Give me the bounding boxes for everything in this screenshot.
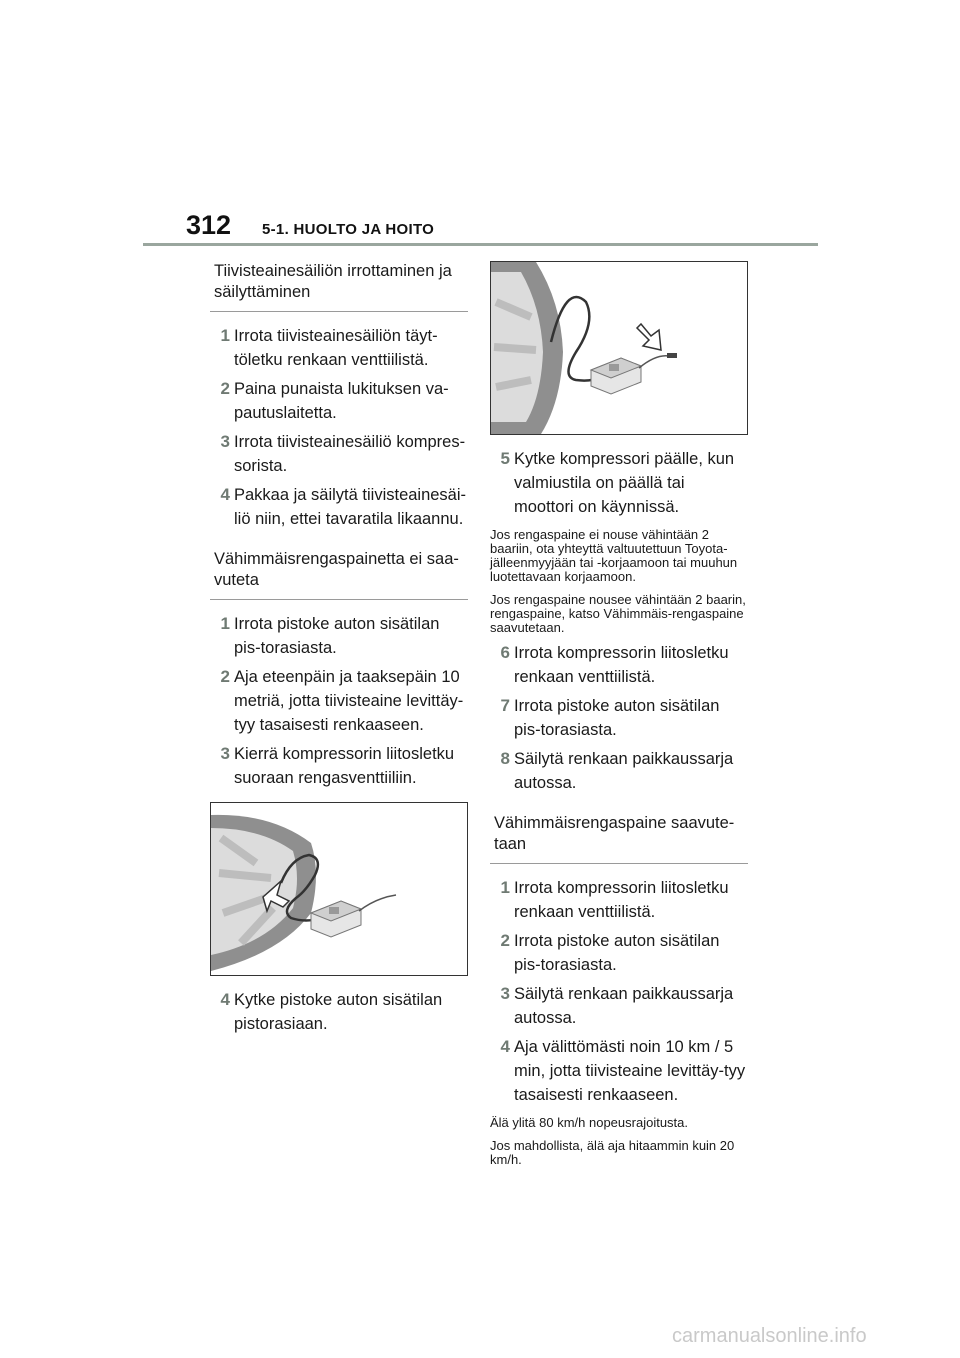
power-cable	[359, 895, 396, 911]
step-number: 2	[220, 667, 230, 686]
step-number: 1	[220, 326, 230, 345]
step-item	[210, 483, 468, 531]
step-number: 6	[500, 643, 510, 662]
step-text: Säilytä renkaan paikkaussarja autossa.	[514, 985, 734, 1027]
compressor-button	[609, 364, 619, 371]
step-item	[490, 1035, 748, 1107]
illustration-compressor-hose-to-valve	[210, 802, 468, 976]
step-text: Paina punaista lukituksen va-pautuslaitetta.	[234, 380, 449, 422]
step-text: Irrota pistoke auton sisätilan pis-torasiasta.	[514, 932, 720, 974]
note-text: Jos rengaspaine nousee vähintään 2 baarin, rengaspaine, katso Vähimmäis-rengaspaine saavutetaan.	[490, 592, 746, 635]
step-item	[490, 694, 748, 742]
step-item	[210, 988, 468, 1036]
compressor-illustration	[211, 803, 467, 975]
step-item	[210, 377, 468, 425]
step-item	[490, 641, 748, 689]
step-text: Aja eteenpäin ja taaksepäin 10 metriä, jotta tiivisteaine levittäy-tyy tasaisesti renkaaseen.	[234, 668, 464, 734]
step-number: 3	[500, 984, 510, 1003]
step-number: 8	[500, 749, 510, 768]
compressor-button	[329, 907, 339, 914]
right-column	[490, 261, 748, 1173]
subheading-pressure-reached: Vähimmäisrengaspaine saavute-taan	[490, 810, 748, 864]
step-item	[210, 612, 468, 660]
step-number: 4	[500, 1037, 510, 1056]
step-number: 4	[220, 990, 230, 1009]
chapter-title: 5-1. HUOLTO JA HOITO	[262, 221, 435, 238]
step-number: 4	[220, 485, 230, 504]
step-text: Irrota pistoke auton sisätilan pis-torasiasta.	[514, 697, 720, 739]
plug-icon	[667, 353, 677, 358]
note-text: Älä ylitä 80 km/h nopeusrajoitusta.	[490, 1115, 688, 1130]
note-text: Jos rengaspaine ei nouse vähintään 2 baariin, ota yhteyttä valtuutettuun Toyota-jälleenmyyjään tai -korjaamoon tai muuhun luotettavaan korjaamoon.	[490, 527, 738, 584]
step-item	[490, 447, 748, 519]
step-item	[210, 324, 468, 372]
step-text: Irrota tiivisteainesäiliö kompres-sorista.	[234, 433, 466, 475]
step-text: Irrota tiivisteainesäiliön täyt-töletku renkaan venttiilistä.	[234, 327, 438, 369]
step-text: Kierrä kompressorin liitosletku suoraan rengasventtiiliin.	[234, 745, 455, 787]
step-number: 1	[500, 878, 510, 897]
step-text: Säilytä renkaan paikkaussarja autossa.	[514, 750, 734, 792]
step-number: 2	[500, 931, 510, 950]
pointer-arrow-icon	[637, 324, 661, 350]
watermark-text: carmanualsonline.info	[672, 1325, 867, 1347]
step-number: 1	[220, 614, 230, 633]
step-item	[490, 876, 748, 924]
illustration-compressor-plug	[490, 261, 748, 435]
subheading-remove-container: Tiivisteainesäiliön irrottaminen ja säilyttäminen	[210, 258, 468, 312]
step-text: Irrota kompressorin liitosletku renkaan venttiilistä.	[514, 879, 729, 921]
step-item	[210, 430, 468, 478]
power-cable	[639, 356, 669, 368]
step-number: 7	[500, 696, 510, 715]
subheading-pressure-not-reached: Vähimmäisrengaspainetta ei saa-vuteta	[210, 546, 468, 600]
step-text: Kytke pistoke auton sisätilan pistorasiaan.	[234, 991, 443, 1033]
step-number: 5	[500, 449, 510, 468]
step-item	[490, 929, 748, 977]
step-text: Irrota pistoke auton sisätilan pis-torasiasta.	[234, 615, 440, 657]
step-item	[490, 982, 748, 1030]
page-number: 312	[186, 210, 232, 240]
step-text: Kytke kompressori päälle, kun valmiustila on päällä tai moottori on käynnissä.	[514, 450, 735, 516]
step-text: Aja välittömästi noin 10 km / 5 min, jotta tiivisteaine levittäy-tyy tasaisesti renkaaseen.	[514, 1038, 746, 1104]
step-text: Pakkaa ja säilytä tiivisteainesäi-liö niin, ettei tavaratila likaannu.	[234, 486, 467, 528]
step-item	[210, 742, 468, 790]
left-column	[210, 258, 468, 1041]
step-number: 3	[220, 432, 230, 451]
step-number: 2	[220, 379, 230, 398]
compressor-plug-illustration	[491, 262, 747, 434]
step-number: 3	[220, 744, 230, 763]
note-text: Jos mahdollista, älä aja hitaammin kuin 20 km/h.	[490, 1138, 735, 1167]
step-item	[210, 665, 468, 737]
step-text: Irrota kompressorin liitosletku renkaan venttiilistä.	[514, 644, 729, 686]
step-item	[490, 747, 748, 795]
header-rule	[143, 243, 818, 246]
